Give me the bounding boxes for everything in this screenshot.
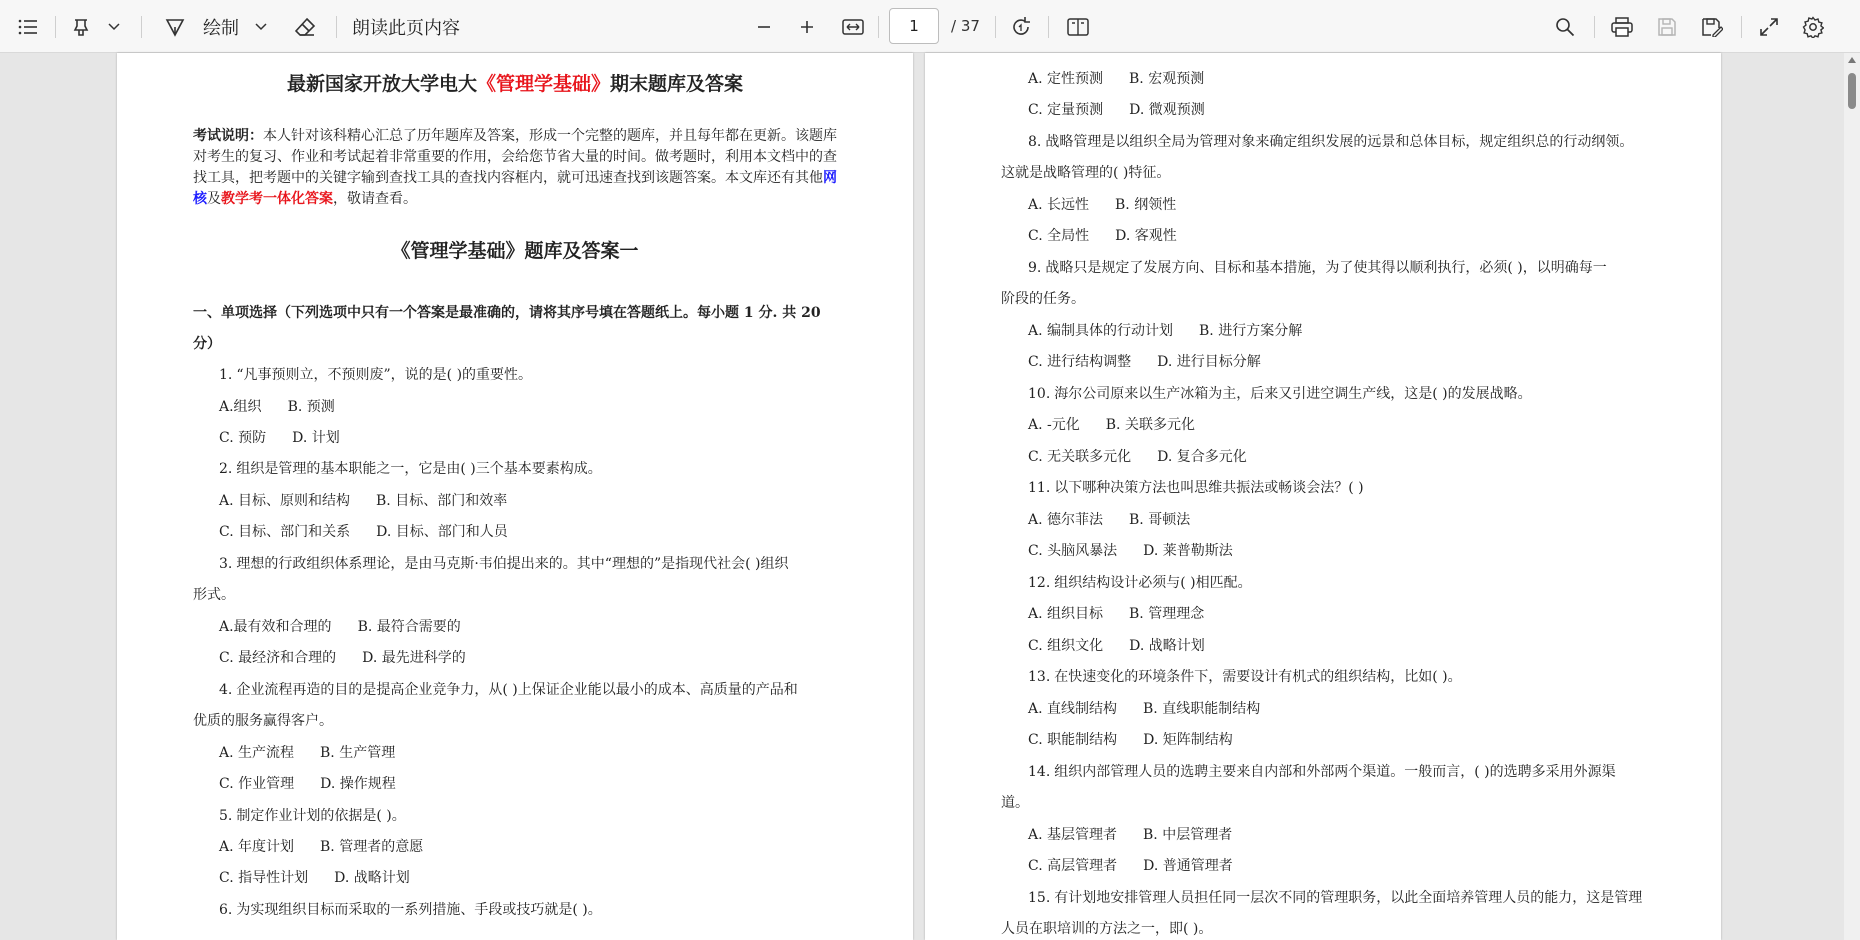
pdf-page-2 [925, 53, 1721, 940]
options-row: C. 预防 D. 计划 [219, 430, 340, 446]
print-icon[interactable] [1607, 0, 1637, 53]
options-row: C. 进行结构调整 D. 进行目标分解 [1028, 354, 1261, 370]
options-row: A. 长远性 B. 纲领性 [1028, 197, 1177, 213]
zoom-out-icon[interactable] [750, 0, 778, 53]
question-15: 15. 有计划地安排管理人员担任同一层次不同的管理职务，以此全面培养管理人员的能力，这是管理 [1028, 890, 1643, 906]
scroll-thumb[interactable] [1848, 73, 1856, 109]
chevron-down-icon[interactable] [250, 0, 272, 53]
read-aloud-button[interactable]: 朗读此页内容 [352, 17, 460, 39]
options-row: C. 定量预测 D. 微观预测 [1028, 102, 1205, 118]
page-total: / 37 [951, 17, 980, 35]
draw-button[interactable]: 绘制 [203, 17, 239, 39]
section-title: 《管理学基础》题库及答案一 [391, 240, 639, 262]
options-row: A. 定性预测 B. 宏观预测 [1028, 71, 1205, 87]
options-row: C. 作业管理 D. 操作规程 [219, 776, 396, 792]
eraser-icon[interactable] [290, 0, 320, 53]
question-5: 5. 制定作业计划的依据是( )。 [219, 808, 406, 824]
options-row: C. 最经济和合理的 D. 最先进科学的 [219, 650, 466, 666]
page-view-icon[interactable] [1063, 0, 1093, 53]
question-6: 6. 为实现组织目标而采取的一系列措施、手段或技巧就是( )。 [219, 902, 602, 918]
options-row: A. 生产流程 B. 生产管理 [219, 745, 396, 761]
options-row: C. 职能制结构 D. 矩阵制结构 [1028, 732, 1233, 748]
pdf-toolbar [0, 0, 1860, 53]
options-row: C. 无关联多元化 D. 复合多元化 [1028, 449, 1247, 465]
intro-line-2: 对考生的复习、作业和考试起着非常重要的作用，会给您节省大量的时间。做考题时，利用本文档中的查 [193, 149, 837, 165]
highlight-icon[interactable] [67, 0, 95, 53]
options-row: A. 年度计划 B. 管理者的意愿 [219, 839, 424, 855]
question-14-cont: 道。 [1001, 795, 1029, 811]
options-row: A. 编制具体的行动计划 B. 进行方案分解 [1028, 323, 1303, 339]
save-icon [1652, 0, 1682, 53]
question-10: 10. 海尔公司原来以生产冰箱为主，后来又引进空调生产线，这是( )的发展战略。 [1028, 386, 1532, 402]
scroll-up-arrow-icon[interactable] [1848, 57, 1856, 63]
intro-line-3: 找工具，把考题中的关键字输到查找工具的查找内容框内，就可迅速查找到该题答案。本文库还有其他网 [193, 170, 837, 186]
vertical-scrollbar[interactable] [1844, 53, 1860, 940]
options-row: A. 基层管理者 B. 中层管理者 [1028, 827, 1233, 843]
options-row: A. -元化 B. 关联多元化 [1028, 417, 1195, 433]
wanghe-link[interactable]: 核 [193, 191, 207, 207]
question-8-cont: 这就是战略管理的( )特征。 [1001, 165, 1171, 181]
draw-icon[interactable] [160, 0, 190, 53]
part-heading: 一、单项选择（下列选项中只有一个答案是最准确的，请将其序号填在答题纸上。每小题 1 分. 共 20 [193, 305, 821, 321]
fit-width-icon[interactable] [838, 0, 868, 53]
page-number-input[interactable] [889, 8, 939, 44]
question-9: 9. 战略只是规定了发展方向、目标和基本措施，为了使其得以顺利执行，必须( )，以明确每一 [1028, 260, 1607, 276]
question-13: 13. 在快速变化的环境条件下，需要设计有机式的组织结构，比如( )。 [1028, 669, 1462, 685]
options-row: C. 组织文化 D. 战略计划 [1028, 638, 1205, 654]
options-row: C. 全局性 D. 客观性 [1028, 228, 1177, 244]
options-row: A. 目标、原则和结构 B. 目标、部门和效率 [219, 493, 508, 509]
question-3-cont: 形式。 [193, 587, 235, 603]
zoom-in-icon[interactable] [793, 0, 821, 53]
pdf-page-1 [117, 53, 913, 940]
options-row: A.组织 B. 预测 [219, 399, 335, 415]
options-row: A. 组织目标 B. 管理理念 [1028, 606, 1205, 622]
save-as-icon[interactable] [1697, 0, 1727, 53]
question-8: 8. 战略管理是以组织全局为管理对象来确定组织发展的远景和总体目标，规定组织总的行动纲领。 [1028, 134, 1634, 150]
question-15-cont: 人员在职培训的方法之一，即( )。 [1001, 921, 1213, 937]
intro-line-1: 考试说明：本人针对该科精心汇总了历年题库及答案，形成一个完整的题库，并且每年都在更新。该题库 [193, 128, 837, 144]
question-11: 11. 以下哪种决策方法也叫思维共振法或畅谈会法？( ) [1028, 480, 1364, 496]
options-row: C. 头脑风暴法 D. 莱普勒斯法 [1028, 543, 1233, 559]
options-row: C. 目标、部门和关系 D. 目标、部门和人员 [219, 524, 508, 540]
document-title: 最新国家开放大学电大《管理学基础》期末题库及答案 [286, 73, 744, 95]
question-4-cont: 优质的服务赢得客户。 [193, 713, 333, 729]
options-row: A. 德尔菲法 B. 哥顿法 [1028, 512, 1191, 528]
part-heading-cont: 分） [193, 336, 221, 352]
question-9-cont: 阶段的任务。 [1001, 291, 1085, 307]
rotate-icon[interactable] [1006, 0, 1036, 53]
question-3: 3. 理想的行政组织体系理论，是由马克斯·韦伯提出来的。其中“理想的”是指现代社会( )组织 [219, 556, 789, 572]
intro-line-4: 核及教学考一体化答案，敬请查看。 [193, 191, 417, 207]
gear-icon[interactable] [1798, 0, 1828, 53]
answers-link[interactable]: 教学考一体化答案 [221, 191, 333, 207]
question-4: 4. 企业流程再造的目的是提高企业竞争力，从( )上保证企业能以最小的成本、高质量的产品和 [219, 682, 798, 698]
options-row: A. 直线制结构 B. 直线职能制结构 [1028, 701, 1261, 717]
question-12: 12. 组织结构设计必须与( )相匹配。 [1028, 575, 1252, 591]
question-2: 2. 组织是管理的基本职能之一，它是由( )三个基本要素构成。 [219, 461, 602, 477]
options-row: A.最有效和合理的 B. 最符合需要的 [219, 619, 461, 635]
options-row: C. 高层管理者 D. 普通管理者 [1028, 858, 1233, 874]
wanghe-link[interactable]: 网 [823, 170, 837, 186]
fullscreen-icon[interactable] [1754, 0, 1784, 53]
chevron-down-icon[interactable] [103, 0, 125, 53]
question-14: 14. 组织内部管理人员的选聘主要来自内部和外部两个渠道。一般而言，( )的选聘多采用外源渠 [1028, 764, 1616, 780]
table-of-contents-icon[interactable] [12, 0, 44, 53]
search-icon[interactable] [1550, 0, 1580, 53]
question-1: 1. “凡事预则立，不预则废”，说的是( )的重要性。 [219, 367, 533, 383]
options-row: C. 指导性计划 D. 战略计划 [219, 870, 410, 886]
